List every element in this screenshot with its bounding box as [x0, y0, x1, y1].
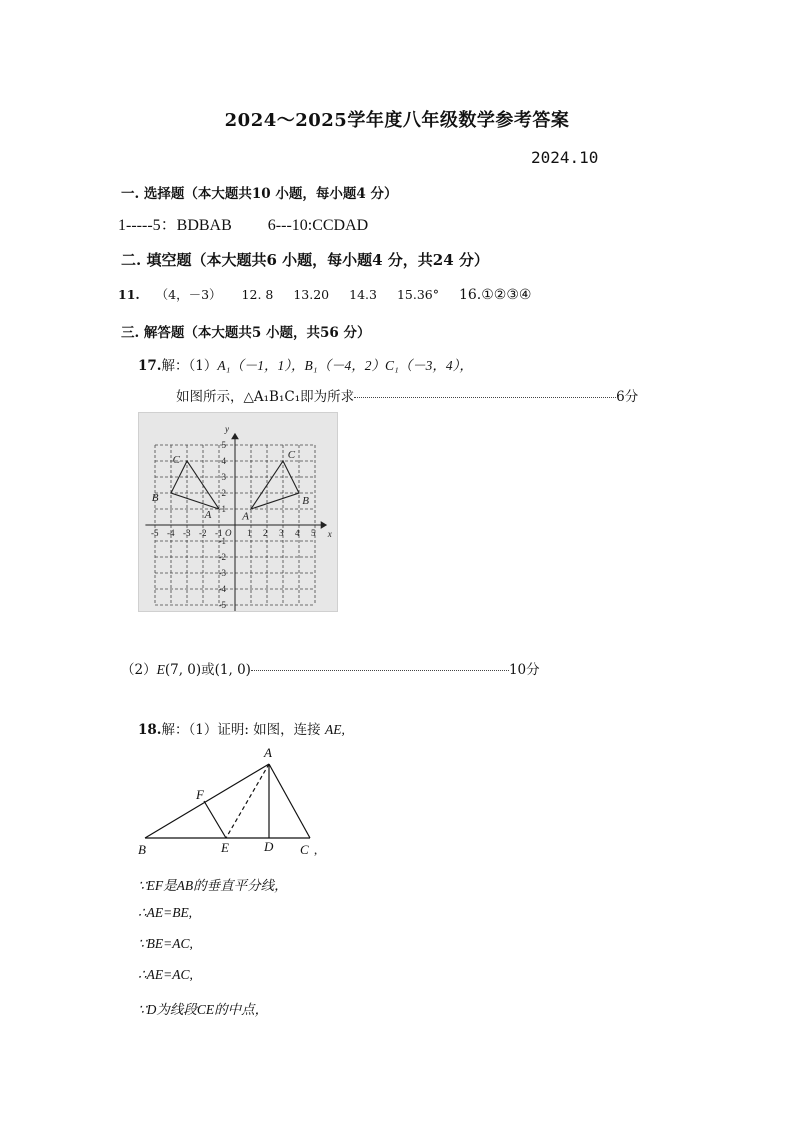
x-axis-label: x — [327, 529, 332, 539]
y-tick-label: 2 — [221, 488, 226, 498]
x-tick-label: -5 — [151, 528, 159, 538]
leader-dots — [354, 397, 616, 398]
label-e: E — [221, 840, 229, 855]
x-tick-label: 4 — [295, 528, 300, 538]
segment-fe — [204, 801, 226, 838]
answer-14: 14.3 — [349, 287, 377, 302]
q18-step-2: ∴AE=BE, — [138, 905, 193, 920]
q17-part2 — [121, 658, 540, 678]
section2-heading: 二. 填空题（本大题共6 小题，每小题4 分，共24 分） — [121, 251, 489, 269]
label-a: A — [264, 745, 272, 760]
x-tick-label: 5 — [311, 528, 316, 538]
answer-16: 16.①②③④ — [458, 287, 532, 303]
y-tick-label: -2 — [218, 552, 226, 562]
q17-coordinate-figure — [138, 412, 338, 612]
answer-15: 15.36° — [396, 287, 439, 302]
q17-line2 — [176, 385, 638, 405]
q17-score1: 6分 — [616, 389, 639, 405]
x-tick-label: -3 — [183, 528, 191, 538]
label-f: F — [196, 787, 204, 802]
q17-intro: 解：（1） — [161, 358, 218, 374]
q18-step-1: ∵EF是AB的垂直平分线， — [138, 878, 288, 893]
y-tick-label: -1 — [218, 536, 226, 546]
q17-coords: A₁（－1，1），B₁（－4，2）C₁（－3，4）， — [217, 358, 473, 373]
point-label-b1: B — [151, 491, 159, 504]
origin-label: O — [225, 528, 232, 538]
mcq-answers — [118, 212, 404, 235]
fill-answers — [118, 285, 547, 303]
y-axis-label: y — [225, 424, 229, 435]
x-tick-label: 1 — [247, 528, 252, 538]
mcq-answers-6-10: 6---10:CCDAD — [267, 217, 369, 234]
y-tick-label: -3 — [218, 568, 226, 578]
y-tick-label: 3 — [221, 472, 226, 482]
mcq-answers-1-5: 1-----5：BDBAB — [118, 217, 232, 234]
x-axis-arrow — [321, 522, 326, 528]
coordinate-grid-svg — [139, 413, 337, 611]
segment-ab — [145, 764, 269, 838]
q17-line1 — [138, 354, 473, 374]
q17-part2-var: E — [156, 662, 165, 677]
triangle-abc — [251, 461, 299, 509]
section3-heading: 三. 解答题（本大题共5 小题，共56 分） — [121, 325, 371, 341]
q18-label: 18. — [138, 722, 162, 738]
page-title: 2024～2025学年度八年级数学参考答案 — [224, 110, 570, 131]
segment-ac — [269, 764, 310, 838]
x-tick-label: -2 — [199, 528, 207, 538]
q17-part2-prefix: （2） — [121, 662, 157, 678]
point-label-c1: C — [172, 454, 180, 466]
y-tick-label: -4 — [218, 584, 226, 594]
svg-text:,: , — [314, 842, 318, 857]
triangle-a1b1c1 — [171, 461, 219, 509]
q18-step-5: ∵D为线段CE的中点， — [138, 1002, 269, 1017]
q18-intro-var: AE, — [324, 722, 345, 737]
q18-step-3: ∵BE=AC, — [138, 936, 193, 951]
leader-dots-2 — [251, 670, 509, 671]
y-axis-arrow — [232, 434, 238, 439]
point-label-a: A — [242, 510, 249, 523]
document-date: 2024.10 — [531, 148, 599, 167]
q18-step-4: ∴AE=AC, — [138, 967, 193, 982]
x-tick-label: 3 — [279, 528, 284, 538]
answer-13: 13.20 — [293, 287, 330, 302]
x-tick-label: -4 — [167, 528, 175, 538]
point-label-b: B — [302, 495, 309, 508]
y-tick-label: 5 — [221, 440, 226, 450]
y-tick-label: 4 — [221, 456, 226, 466]
answer-11: （4，－3） — [155, 287, 222, 302]
label-b: B — [138, 842, 146, 857]
section1-heading: 一. 选择题（本大题共10 小题，每小题4 分） — [121, 186, 398, 202]
label-c: C — [300, 842, 309, 857]
point-label-c: C — [287, 448, 296, 461]
x-tick-label: 2 — [263, 528, 268, 538]
q17-label: 17. — [138, 358, 162, 374]
segment-ae-dashed — [226, 764, 269, 838]
q18-triangle-figure — [130, 740, 330, 862]
x-tick-label: -1 — [215, 528, 223, 538]
q17-part2-answer: (7, 0)或(1, 0) — [164, 662, 251, 678]
point-label-a1: A — [204, 508, 212, 521]
y-tick-label: 1 — [221, 504, 226, 514]
y-tick-label: -5 — [218, 600, 226, 610]
q18-intro: 解：（1）证明: 如图，连接 — [161, 722, 321, 738]
answer-12: 12. 8 — [241, 287, 274, 302]
q17-score2: 10分 — [508, 662, 540, 678]
fill-q-number: 11. — [118, 287, 140, 302]
q18-line1 — [138, 718, 345, 738]
label-d: D — [264, 839, 274, 854]
q17-conclusion: 如图所示，△A₁B₁C₁即为所求 — [176, 389, 355, 405]
